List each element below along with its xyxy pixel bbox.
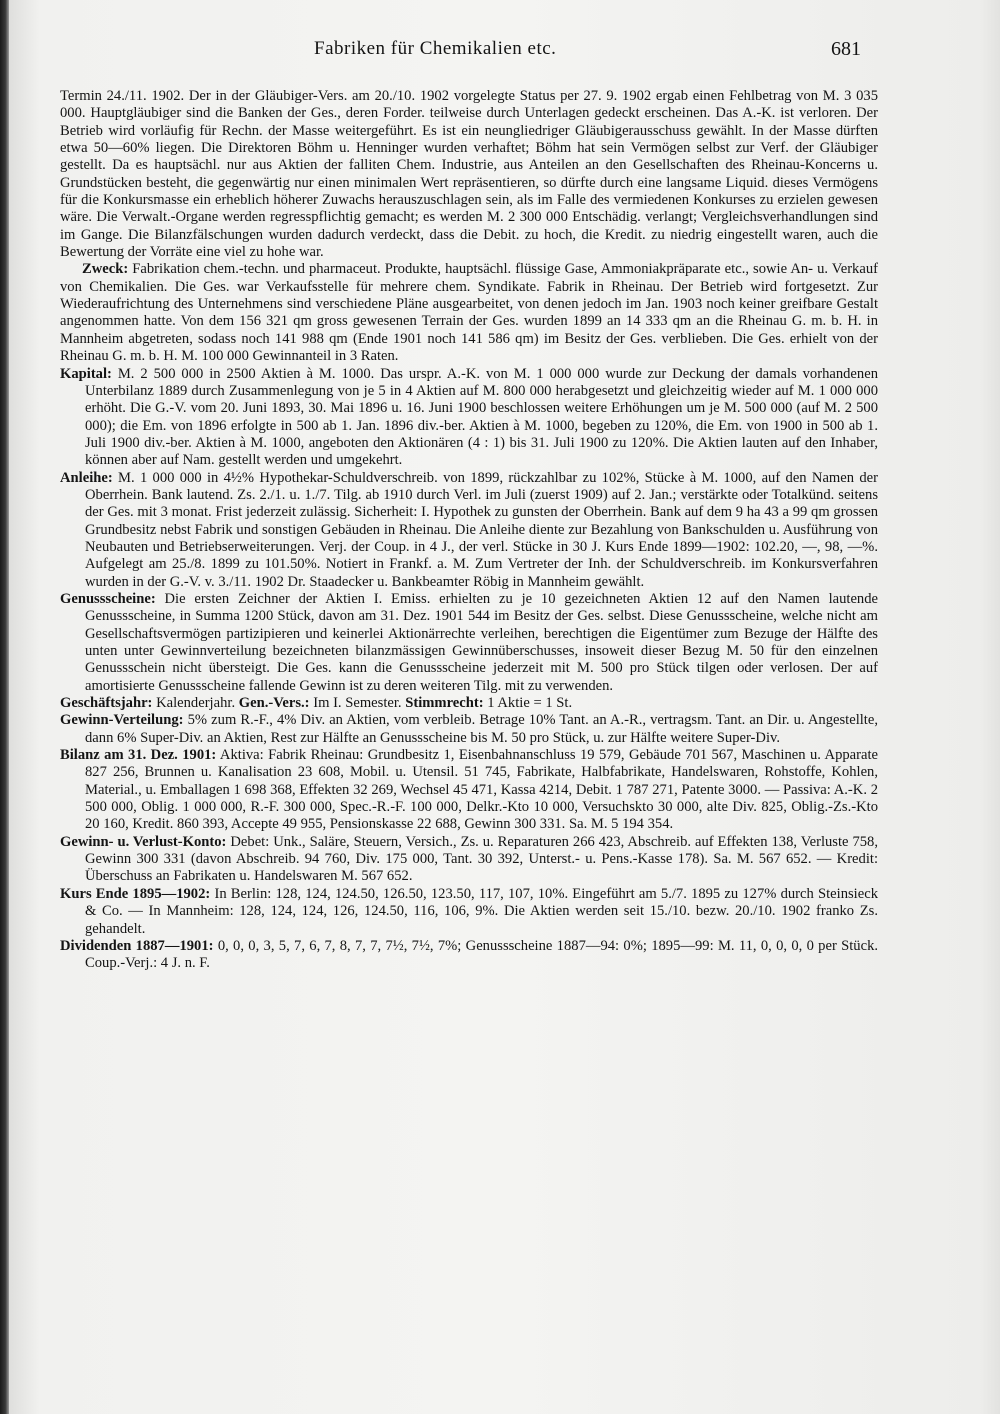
section-text: 5% zum R.-F., 4% Div. an Aktien, vom verbleib. Betrage 10% Tant. an A.-R., vertragsm. Tant. an Dir. u. Angestellte, dann 6% Super-Div. an Aktien, Rest zur Hälfte an Genussscheine bis M. 50 pro Stück, u. zur Hälfte weitere Super-Div. [85, 712, 878, 746]
section-label: Genussscheine: [60, 590, 156, 607]
section-label: Bilanz am 31. Dez. 1901: [60, 747, 217, 764]
section-text: M. 1 000 000 in 4½% Hypothekar-Schuldverschreib. von 1899, rückzahlbar zu 102%, Stücke à M. 1000, auf den Namen der Oberrhein. Bank lautend. Zs. 2./1. u. 1./7. Tilg. ab 1910 durch Verl. im Juli (zuerst 1909) auf 2. Jan.; verstärkte oder Totalkünd. seitens der Ges. mit 3 monat. Frist jederzeit zulässig. Sicherheit: I. Hypothek zu gunsten der Oberrhein. Bank auf dem 9 ha 43 a 99 qm grossen Grundbesitz nebst Fabrik und sonstigen Gebäuden in Rheinau. Die Anleihe diente zur Bezahlung von Bankschulden u. Ausführung von Neubauten und Betriebserweiterungen. Verj. der Coup. in 4 J., der verl. Stücke in 30 J. Kurs Ende 1899—1902: 102.20, —, 98, —%. Aufgelegt am 25./8. 1899 zu 101.50%. Notiert in Frankf. a. M. Zum Vertreter der Inh. der Schuldverschreib. im Konkursverfahren wurden in der G.-V. v. 3./11. 1902 Dr. Staadecker u. Bankbeamter Röbig in Mannheim gewählt. [85, 469, 878, 590]
stimmrecht-text: 1 Aktie = 1 St. [487, 695, 573, 712]
gv-text: Im I. Semester. [313, 695, 402, 712]
paragraph-konkurs: Termin 24./11. 1902. Der in der Gläubiger-Vers. am 20./10. 1902 vorgelegte Status per 27. 9. 1902 ergab einen Fehlbetrag von M. 3 035 000. Hauptgläubiger sind die Banken der Ges., deren Forder. teilweise durch Unterlagen gedeckt erscheinen. Das A.-K. ist verloren. Der Betrieb wird vorläufig für Rechn. der Masse weitergeführt. Es ist ein neungliedriger Gläubigerausschuss gewählt. In der Masse dürften etwa 50—60% liegen. Die Direktoren Böhm u. Henninger wurden verhaftet; Böhm hat sein Vermögen selbst zur Verf. der Gläubiger gestellt. Da es hauptsächl. nur aus Aktien der falliten Chem. Industrie, aus Anteilen an den Gesellschaften des Rheinau-Koncerns u. Grundstücken besteht, die gegenwärtig nur einen minimalen Wert repräsentieren, so dürfte durch eine langsame Liquid. dieses Vermögens für die Konkursmasse ein erheblich höherer Zuwachs herauszuschlagen sein, als im Falle des vermiedenen Konkurses zu erzielen gewesen wäre. Die Verwalt.-Organe werden regresspflichtig gemacht; es werden M. 2 300 000 Entschädig. verlangt; Vergleichsverhandlungen sind im Gange. Die Bilanzfälschungen wurden dadurch verdeckt, dass die Debit. zu hoch, die Kredit. zu niedrig eingestellt waren, auch die Bewertung der Vorräte eine viel zu hohe war. [60, 88, 878, 261]
section-label: Kurs Ende 1895—1902: [60, 885, 211, 902]
section-text: Aktiva: Fabrik Rheinau: Grundbesitz 1, Eisenbahnanschluss 19 579, Gebäude 701 567, Maschinen u. Apparate 827 256, Brunnen u. Kanalisation 23 608, Mobil. u. Utensil. 51 745, Fabrikate, Halbfabrikate, Handelswaren, Rohstoffe, Kohlen, Material., u. Emballagen 1 698 368, Effekten 32 269, Wechsel 45 471, Kassa 4214, Debit. 1 787 271, Patente 3000. — Passiva: A.-K. 2 500 000, Oblig. 1 000 000, R.-F. 300 000, Spec.-R.-F. 100 000, Delkr.-Kto 10 000, Versuchskto 30 000, alte Div. 825, Oblig.-Zs.-Kto 20 160, Kredit. 860 393, Accepte 49 955, Pensionskasse 22 688, Gewinn 300 331. Sa. M. 5 194 354. [85, 747, 879, 833]
section-text: Fabrikation chem.-techn. und pharmaceut. Produkte, hauptsächl. flüssige Gase, Ammoniakpräparate etc., sowie An- u. Verkauf von Chemikalien. Die Ges. war Verkaufsstelle für mehrere chem. Syndikate. Fabrik in Rheinau. Der Betrieb wird fortgesetzt. Zur Wiederaufrichtung des Unternehmens sind verschiedene Pläne ausgearbeitet, von denen jedoch im Jan. 1903 noch keiner greifbare Gestalt angenommen hatte. Von dem 156 321 qm gross gewesenen Terrain der Ges. wurden 1899 an 14 333 qm an die Rheinau G. m. b. H. in Mannheim abgetreten, sodass noch 141 988 qm (Ende 1901 noch 141 586 qm) im Besitz der Ges. verblieben. Die Ges. erhielt von der Rheinau G. m. b. H. M. 100 000 Gewinnanteil in 3 Raten. [60, 261, 878, 365]
stimmrecht-label: Stimmrecht: [405, 695, 484, 712]
section-genussscheine [60, 591, 878, 695]
section-bilanz [60, 747, 878, 834]
section-gewinn-verlust [60, 834, 878, 886]
section-label: Anleihe: [60, 469, 113, 486]
section-label: Dividenden 1887—1901: [60, 937, 214, 954]
section-label: Gewinn-Verteilung: [60, 712, 184, 729]
section-geschaeftsjahr [60, 695, 878, 712]
binding-edge [0, 0, 9, 1414]
section-gewinnverteilung [60, 712, 878, 747]
section-text: Kalenderjahr. [156, 695, 236, 712]
section-dividenden [60, 938, 878, 973]
section-text: 0, 0, 0, 3, 5, 7, 6, 7, 8, 7, 7, 7½, 7½, 7%; Genussscheine 1887—94: 0%; 1895—99: M. 11, 0, 0, 0, 0 per Stück. Coup.-Verj.: 4 J. n. F. [85, 937, 879, 972]
section-label: Zweck: [82, 261, 129, 278]
section-text: In Berlin: 128, 124, 124.50, 126.50, 123.50, 117, 107, 10%. Eingeführt am 5./7. 1895 zu 127% durch Steinsieck & Co. — In Mannheim: 128, 124, 124, 126, 124.50, 116, 106, 9%. Die Aktien werden seit 15./10. bezw. 20./10. 1902 franko Zs. gehandelt. [85, 885, 878, 937]
section-zweck [60, 261, 878, 365]
section-label: Gewinn- u. Verlust-Konto: [60, 833, 227, 850]
section-kapital [60, 366, 878, 470]
page-body [60, 88, 878, 973]
section-label: Geschäftsjahr: [60, 695, 153, 712]
section-anleihe [60, 470, 878, 591]
section-label: Kapital: [60, 365, 112, 382]
page-header [0, 38, 1000, 66]
section-kurs [60, 886, 878, 938]
section-text: Die ersten Zeichner der Aktien I. Emiss. erhielten zu je 10 gezeichneten Aktien 12 auf den Namen lautende Genussscheine, in Summa 1200 Stück, davon am 31. Dez. 1901 544 im Besitz der Ges. selbst. Diese Genussscheine, welche nicht am Gesellschaftsvermögen partizipieren und keinerlei Aktionärrechte verleihen, berechtigen die Eigentümer zum Bezuge der Hälfte des unten unter Gewinnverteilung bezeichneten bilanzmässigen Gewinnüberschusses, insoweit dieser Bezug M. 50 für den einzelnen Genussschein nicht übersteigt. Die Ges. kann die Genussscheine jederzeit mit M. 500 pro Stück tilgen oder verlosen. Der auf amortisierte Genussscheine fallende Gewinn ist zu deren weiteren Tilg. mit zu verwenden. [85, 590, 878, 694]
page-number: 681 [831, 38, 861, 60]
section-text: M. 2 500 000 in 2500 Aktien à M. 1000. Das urspr. A.-K. von M. 1 000 000 wurde zur Deckung der damals vorhandenen Unterbilanz 1889 durch Zusammenlegung von je 5 in 4 Aktien auf M. 800 000 herabgesetzt und gleichzeitig wieder auf M. 1 000 000 erhöht. Die G.-V. vom 20. Juni 1893, 30. Mai 1896 u. 16. Juni 1900 beschlossen weitere Erhöhungen um je M. 500 000 (auf M. 2 500 000); die Em. von 1896 erfolgte in 500 ab 1. Jan. 1896 div.-ber. Aktien à M. 1000, begeben zu 120%, die Em. von 1900 in 500 ab 1. Juli 1900 div.-ber. Aktien à M. 1000, angeboten den Aktionären (4 : 1) bis 31. Juli 1900 zu 120%. Die Aktien lauten auf den Inhaber, können aber auf Nam. gestellt werden und umgekehrt. [85, 365, 878, 469]
running-title: Fabriken für Chemikalien etc. [314, 38, 557, 59]
section-text: Debet: Unk., Saläre, Steuern, Versich., Zs. u. Reparaturen 266 423, Abschreib. auf Effekten 138, Verluste 758, Gewinn 300 331 (davon Abschreib. 94 760, Div. 175 000, Tant. 30 392, Unterst.- u. Pens.-Kasse 178). Sa. M. 567 652. — Kredit: Überschuss an Fabrikaten u. Handelswaren M. 567 652. [85, 833, 878, 885]
gv-label: Gen.-Vers.: [238, 695, 310, 712]
